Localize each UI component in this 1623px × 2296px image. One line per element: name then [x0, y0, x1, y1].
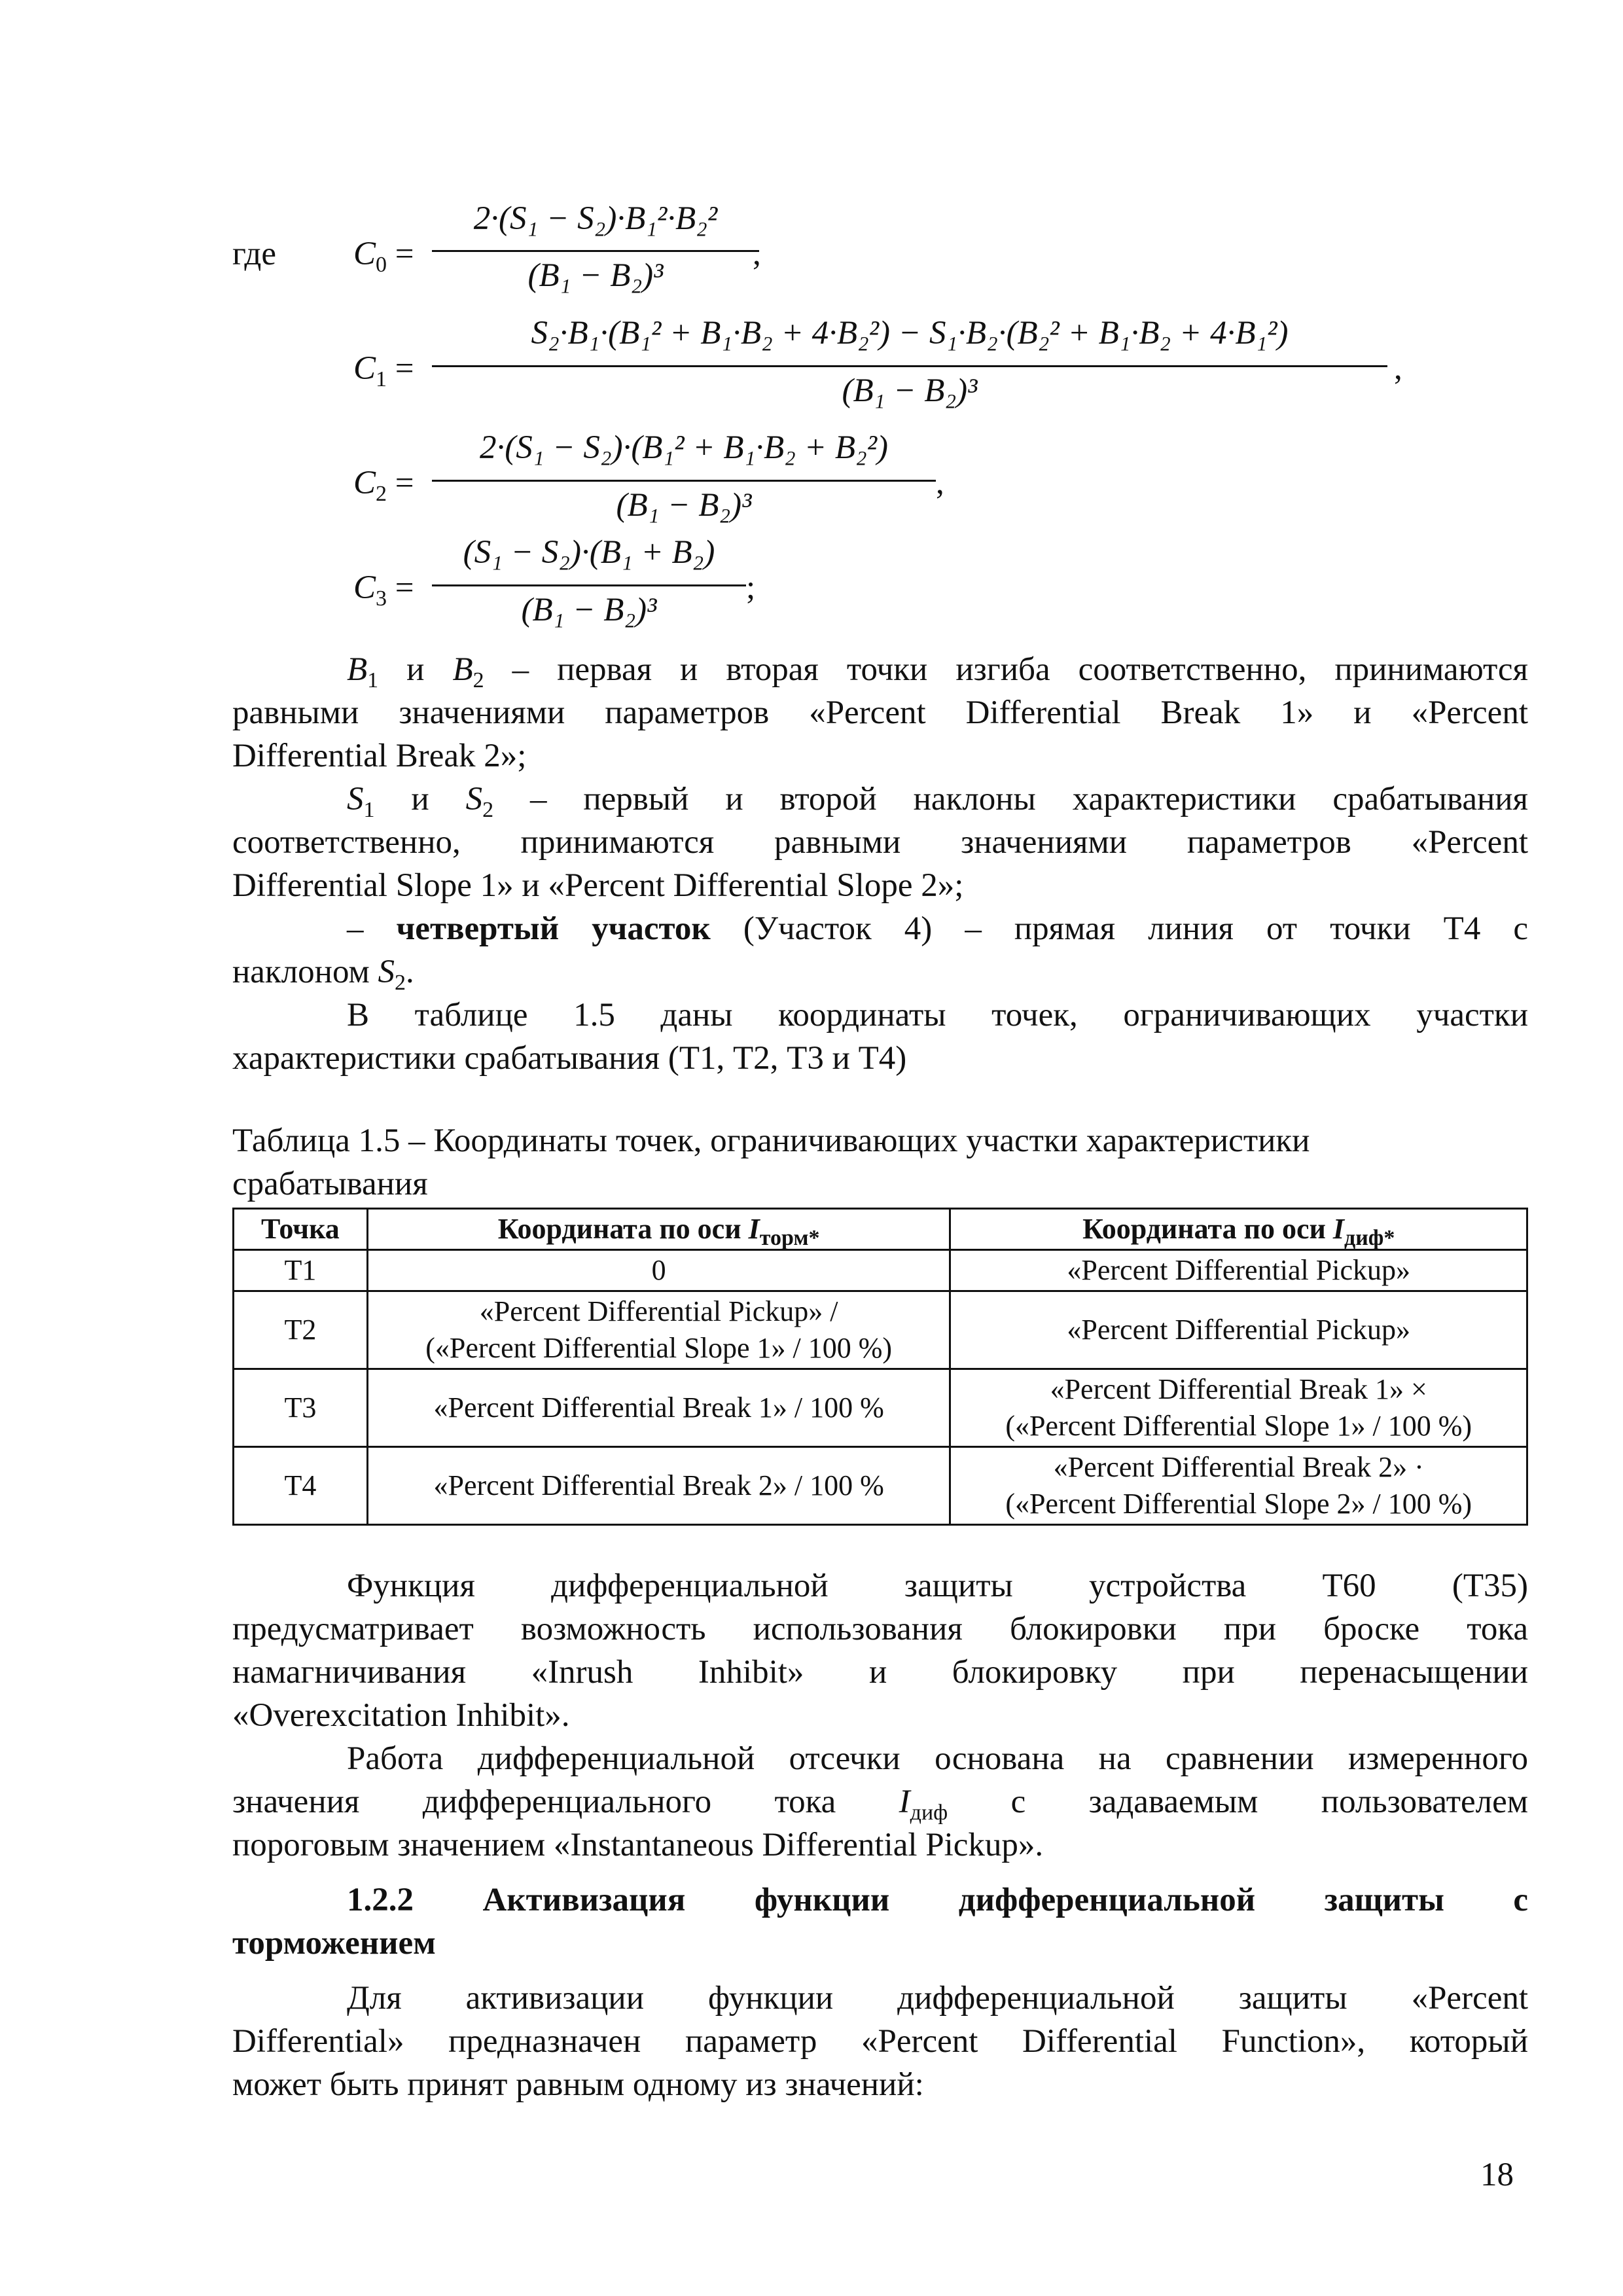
paragraph-section4-line1: – четвертый участок (Участок 4) – прямая линия от точки Т4 с — [347, 910, 1529, 947]
formula-c0-line — [432, 250, 759, 252]
paragraph-activation-line1: Для активизации функции дифференциальной защиты «Percent — [347, 1980, 1528, 2017]
cell-y: «Percent Differential Break 1» × («Percent Differential Slope 1» / 100 %) — [950, 1369, 1527, 1447]
header-y-axis: Координата по оси $I_{диф*}$ — [950, 1209, 1527, 1250]
section-heading-line2: торможением — [232, 1925, 436, 1962]
formula-c3-line — [432, 584, 746, 586]
cell-point: Т4 — [234, 1447, 368, 1525]
paragraph-cutoff-line3: пороговым значением «Instantaneous Differential Pickup». — [232, 1827, 1044, 1863]
header-x-axis: Координата по оси $I_{торм*}$ — [367, 1209, 950, 1250]
section-heading-line1: 1.2.2 Активизация функции дифференциальной защиты с — [347, 1882, 1528, 1918]
header-point: Точка — [234, 1209, 368, 1250]
table-row — [234, 1447, 1527, 1525]
paragraph-b1-b2-line3: Differential Break 2»; — [232, 738, 527, 774]
cell-y: «Percent Differential Pickup» — [950, 1250, 1527, 1291]
cell-point: Т3 — [234, 1369, 368, 1447]
formula-c0-lhs: $C_0$ = — [353, 236, 414, 278]
paragraph-inrush-line3: намагничивания «Inrush Inhibit» и блокировку при перенасыщении — [232, 1654, 1528, 1691]
table-header-row — [234, 1209, 1527, 1250]
formula-c1-lhs: $C_1$ = — [353, 350, 414, 392]
table-caption-line1: Таблица 1.5 – Координаты точек, ограничивающих участки характеристики — [232, 1122, 1310, 1159]
formula-c2-numerator: 2·(S₁ − S₂)·(B₁² + B₁·B₂ + B₂²) — [479, 429, 888, 466]
formula-c3-tail: ; — [746, 569, 756, 606]
formula-c3-numerator: (S₁ − S₂)·(B₁ + B₂) — [463, 534, 715, 571]
where-label: где — [232, 236, 276, 272]
formula-c0-numerator: 2·(S₁ − S₂)·B₁²·B₂² — [473, 200, 718, 237]
formula-c2-line — [432, 480, 936, 482]
paragraph-inrush-line4: «Overexcitation Inhibit». — [232, 1697, 570, 1734]
paragraph-cutoff-line2: значения дифференциального тока $I_{диф}$ с задаваемым пользователем — [232, 1784, 1528, 1825]
formula-c2-lhs: $C_2$ = — [353, 465, 414, 507]
paragraph-table-intro-line2: характеристики срабатывания (Т1, Т2, Т3 и Т4) — [232, 1040, 907, 1077]
formula-c1-denominator: (B₁ − B₂)³ — [842, 372, 978, 409]
paragraph-activation-line2: Differential» предназначен параметр «Percent Differential Function», который — [232, 2023, 1528, 2060]
paragraph-activation-line3: может быть принят равным одному из значений: — [232, 2066, 924, 2103]
cell-x: 0 — [367, 1250, 950, 1291]
table-row — [234, 1250, 1527, 1291]
table-row — [234, 1369, 1527, 1447]
cell-x: «Percent Differential Break 1» / 100 % — [367, 1369, 950, 1447]
formula-c3-lhs: $C_3$ = — [353, 569, 414, 611]
paragraph-b1-b2-line1: $B_1$ и $B_2$ – первая и вторая точки изгиба соответственно, принимаются — [347, 651, 1529, 693]
cell-x: «Percent Differential Break 2» / 100 % — [367, 1447, 950, 1525]
cell-y: «Percent Differential Pickup» — [950, 1291, 1527, 1369]
paragraph-s1-s2-line1: $S_1$ и $S_2$ – первый и второй наклоны характеристики срабатывания — [347, 781, 1528, 823]
paragraph-cutoff-line1: Работа дифференциальной отсечки основана на сравнении измеренного — [347, 1740, 1528, 1777]
paragraph-section4-line2: наклоном $S_2$. — [232, 954, 414, 996]
cell-point: Т1 — [234, 1250, 368, 1291]
formula-c0-tail: , — [753, 236, 761, 272]
formula-c3-denominator: (B₁ − B₂)³ — [521, 592, 657, 628]
table-caption-line2: срабатывания — [232, 1166, 428, 1202]
formula-c2-tail: , — [936, 465, 944, 501]
paragraph-s1-s2-line2: соответственно, принимаются равными значениями параметров «Percent — [232, 824, 1528, 861]
cell-point: Т2 — [234, 1291, 368, 1369]
paragraph-inrush-line1: Функция дифференциальной защиты устройства Т60 (Т35) — [347, 1568, 1528, 1604]
cell-x: «Percent Differential Pickup» / («Percent Differential Slope 1» / 100 %) — [367, 1291, 950, 1369]
cell-y: «Percent Differential Break 2» · («Percent Differential Slope 2» / 100 %) — [950, 1447, 1527, 1525]
page-number: 18 — [1480, 2157, 1514, 2193]
paragraph-b1-b2-line2: равными значениями параметров «Percent Differential Break 1» и «Percent — [232, 694, 1528, 731]
paragraph-inrush-line2: предусматривает возможность использования блокировки при броске тока — [232, 1611, 1528, 1647]
coordinates-table — [232, 1208, 1528, 1526]
formula-c0-denominator: (B₁ − B₂)³ — [527, 257, 664, 294]
formula-c1-tail: , — [1394, 350, 1402, 387]
formula-c1-numerator: S₂·B₁·(B₁² + B₁·B₂ + 4·B₂²) − S₁·B₂·(B₂² + B₁·B₂ + 4·B₁²) — [531, 315, 1289, 351]
table-row — [234, 1291, 1527, 1369]
formula-c2-denominator: (B₁ − B₂)³ — [616, 487, 752, 524]
formula-c1-line — [432, 365, 1387, 367]
paragraph-s1-s2-line3: Differential Slope 1» и «Percent Differential Slope 2»; — [232, 867, 964, 904]
paragraph-table-intro-line1: В таблице 1.5 даны координаты точек, ограничивающих участки — [347, 997, 1528, 1033]
